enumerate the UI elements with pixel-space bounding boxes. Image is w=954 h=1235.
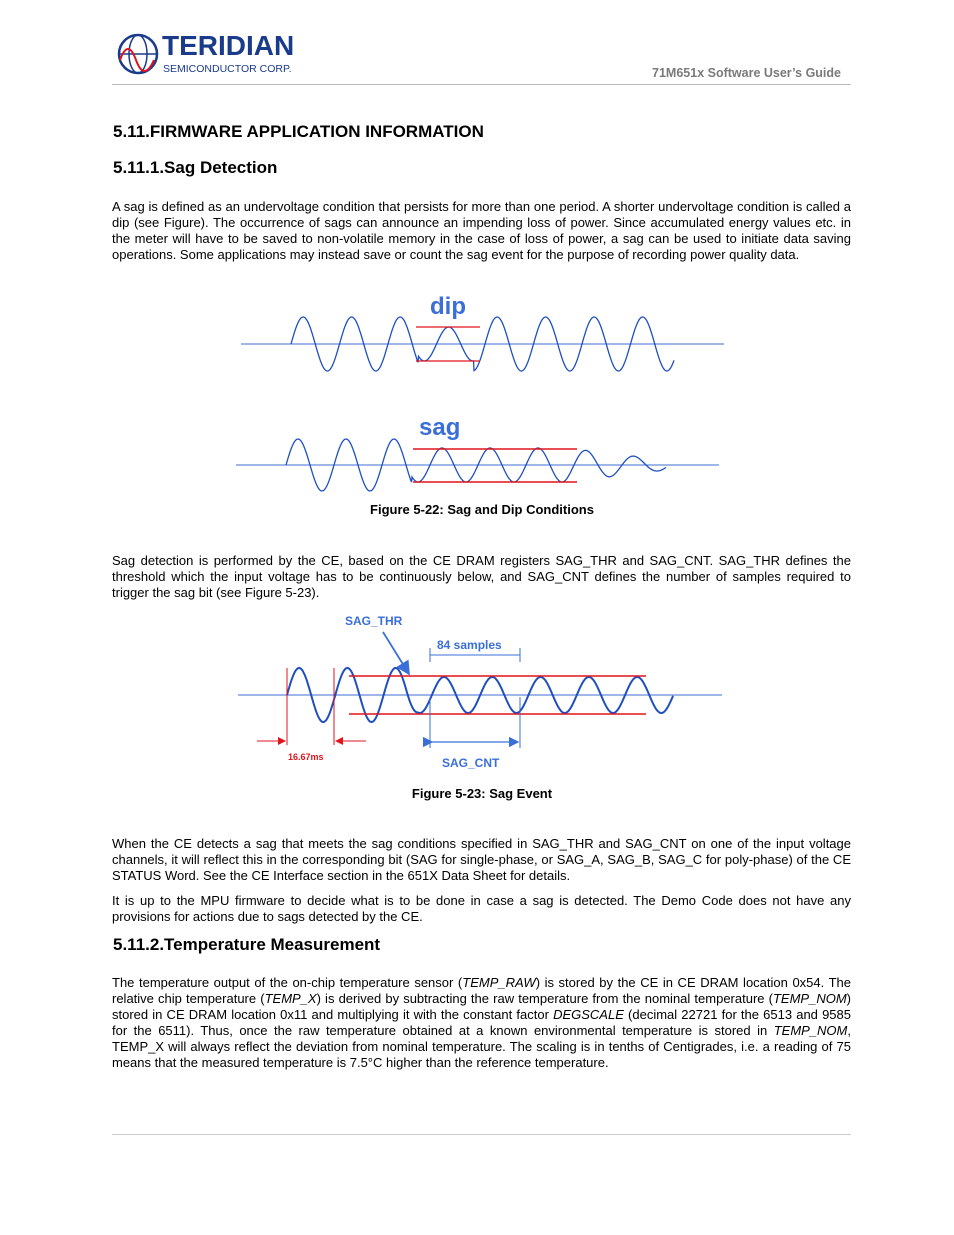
figure-caption-5-22: Figure 5-22: Sag and Dip Conditions [370, 502, 594, 517]
paragraph-sag-definition: A sag is defined as an undervoltage condition that persists for more than one period. A shorter undervoltage condition is called a dip (see Figure). The occurrence of sags can announce an impending loss of power. Since accumulated energy values etc. in the meter will have to be saved to non-volatile memory in the case of loss of power, a sag can be used to initiate data saving operations. Some applications may instead save or count the sag event for the purpose of recording power quality data. [112, 199, 851, 262]
register-name: TEMP_NOM [772, 991, 847, 1006]
sag-thr-arrow [383, 632, 409, 674]
section-heading-sag-detection: 5.11.1.Sag Detection [113, 158, 278, 177]
sag-waveform [286, 439, 666, 491]
sag-thr-label: SAG_THR [345, 614, 403, 628]
header-divider [112, 84, 851, 85]
text-run: , TEMP_X will always reflect the deviation from nominal temperature. The scaling is in tenths of Centigrades, i.e. a reading of 75 means that the measured temperature is 7.5°C higher than the reference temperature. [112, 1023, 851, 1070]
logo-name: TERIDIAN [162, 30, 295, 61]
section-heading-temperature: 5.11.2.Temperature Measurement [113, 935, 381, 954]
register-name: TEMP_RAW [462, 975, 536, 990]
samples-label: 84 samples [437, 638, 502, 652]
text-run: ) is derived by subtracting the raw temperature from the nominal temperature ( [316, 991, 773, 1006]
logo-globe-icon [119, 35, 157, 73]
paragraph-sag-status: When the CE detects a sag that meets the sag conditions specified in SAG_THR and SAG_CNT on one of the input voltage channels, it will reflect this in the corresponding bit (SAG for single-phase, or SAG_A, SAG_B, SAG_C for poly-phase) of the CE STATUS Word. See the CE Interface section in the 651X Data Sheet for details. [112, 836, 851, 883]
text-run: The temperature output of the on-chip temperature sensor ( [112, 975, 463, 990]
section-heading-firmware: 5.11.FIRMWARE APPLICATION INFORMATION [113, 122, 484, 141]
footer-divider [112, 1134, 851, 1135]
dip-label: dip [430, 293, 466, 320]
document-title: 71M651x Software User’s Guide [652, 66, 841, 80]
register-name: DEGSCALE [553, 1007, 624, 1022]
text-run: ) is stored by the CE in CE DRAM location 0x54. The relative chip temperature ( [112, 975, 851, 1006]
sag-cnt-label: SAG_CNT [442, 756, 500, 770]
text-run: ) stored in CE DRAM location 0x11 and multiplying it with the constant factor [112, 991, 851, 1022]
paragraph-sag-detection: Sag detection is performed by the CE, based on the CE DRAM registers SAG_THR and SAG_CNT. SAG_THR defines the threshold which the input voltage has to be continuously below, and SAG_CNT defines the number of samples required to trigger the sag bit (see Figure 5-23). [112, 553, 851, 600]
event-waveform [287, 668, 673, 722]
figure-caption-5-23: Figure 5-23: Sag Event [411, 786, 553, 801]
register-name: TEMP_X [264, 991, 317, 1006]
logo-subtitle: SEMICONDUCTOR CORP. [163, 63, 292, 75]
paragraph-mpu-firmware: It is up to the MPU firmware to decide what is to be done in case a sag is detected. The Demo Code does not have any provisions for actions due to sags detected by the CE. [112, 893, 851, 924]
sag-label: sag [419, 414, 461, 441]
dip-waveform [291, 317, 674, 371]
teridian-logo [116, 30, 316, 80]
period-label: 16.67ms [288, 752, 324, 762]
register-name: TEMP_NOM [773, 1023, 848, 1038]
text-run: (decimal 22721 for the 6513 and 9585 for the 6511). Thus, once the raw temperature obtained at a known environmental temperature is stored in [112, 1007, 851, 1038]
paragraph-temperature [112, 975, 851, 1071]
